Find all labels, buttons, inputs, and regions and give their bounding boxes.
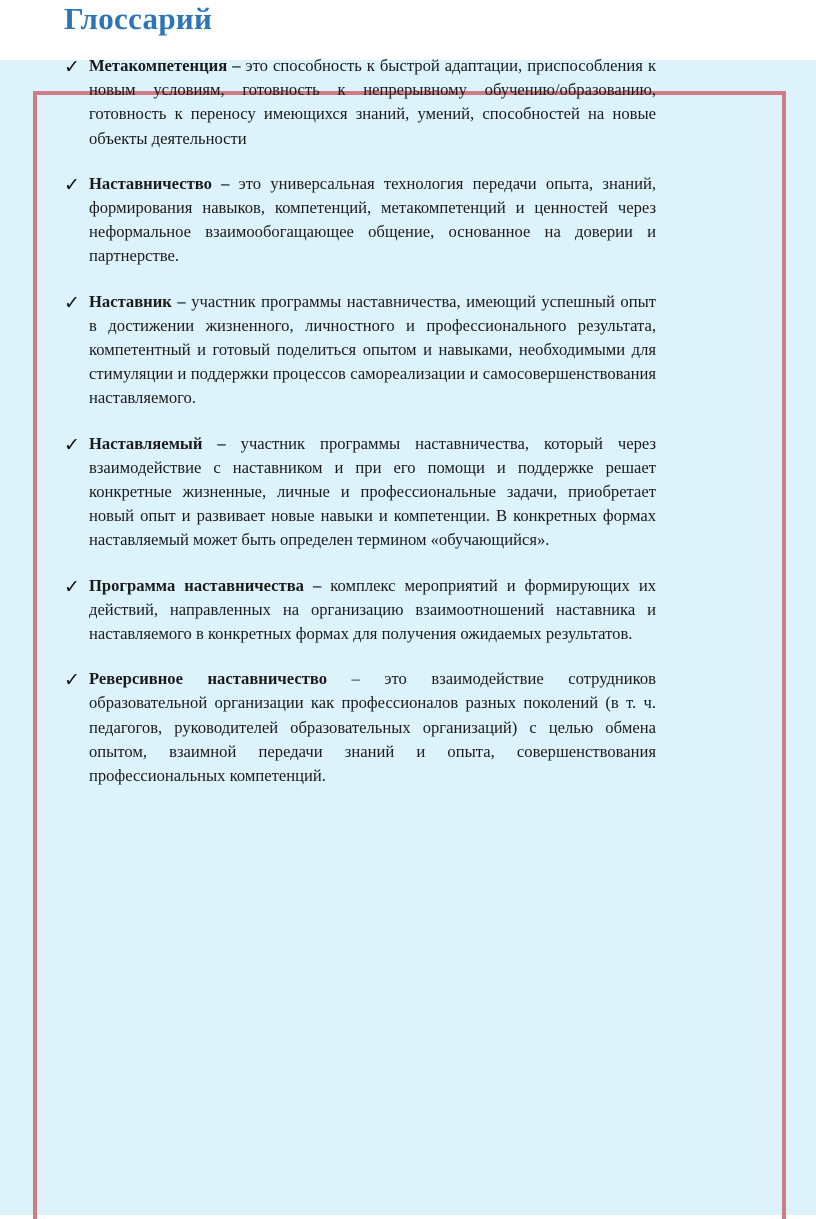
entry-term: Метакомпетенция [89,56,228,75]
checkmark-icon: ✓ [64,669,80,692]
glossary-entry [64,574,656,647]
checkmark-icon: ✓ [64,291,80,314]
glossary-entry [64,667,656,788]
entry-term: Наставничество [89,173,212,193]
entry-definition: это взаимодействие сотрудников образовательной организации как профессионалов разных поколений (в т. ч. педагогов, руководителей образовательных организаций) с целью обмена опытом, взаимной передачи знаний и опыта, совершенствования профессиональных компетенций. [89,669,657,786]
glossary-entry [64,432,656,553]
entry-separator: – [211,173,239,193]
checkmark-icon: ✓ [64,56,80,78]
glossary-entry [64,54,656,151]
entry-term: Реверсивное наставничество [89,669,328,689]
entry-text [89,290,656,411]
entry-definition: это способность к быстрой адаптации, приспособления к новым условиям, готовность к непрерывному обучению/образованию, готовность к переносу имеющихся знаний, умений, способностей на новые объекты деятельности [89,56,657,148]
entry-text [89,574,656,647]
entry-term: Наставляемый [89,433,203,453]
entry-definition: комплекс мероприятий и формирующих их действий, направленных на организацию взаимоотношений наставника и наставляемого в конкретных формах для получения ожидаемых результатов. [89,575,656,644]
entry-definition: участник программы наставничества, имеющий успешный опыт в достижении жизненного, личностного и профессионального результата, компетентный и готовый поделиться опытом и навыками, необходимыми для стимуляции и поддержки процессов самореализации и самосовершенствования наставляемого. [89,291,657,408]
entry-text [89,432,656,553]
entry-text [89,667,656,788]
entry-separator: – [303,575,331,595]
entry-separator: – [171,291,192,311]
glossary-entry [64,290,656,411]
checkmark-icon: ✓ [64,575,80,598]
checkmark-icon: ✓ [64,433,80,456]
entry-term: Программа наставничества [89,575,304,595]
entry-term: Наставник [89,291,172,311]
glossary-list [64,54,656,809]
entry-text [89,54,656,151]
entry-definition: это универсальная технология передачи опыта, знаний, формирования навыков, компетенций, метакомпетенций и ценностей через неформальное взаимообогащающее общение, основанное на доверии и партнерстве. [89,173,657,266]
glossary-entry [64,172,656,269]
page-title: Глоссарий [64,1,213,36]
entry-separator: – [227,56,246,75]
entry-text [89,172,656,269]
entry-definition: участник программы наставничества, который через взаимодействие с наставником и при его помощи и поддержке решает конкретные жизненные, личные и профессиональные задачи, приобретает новый опыт и развивает новые навыки и компетенции. В конкретных формах наставляемый может быть определен термином «обучающийся». [89,433,656,550]
checkmark-icon: ✓ [64,173,80,196]
entry-separator: – [327,669,385,689]
entry-separator: – [202,433,241,453]
